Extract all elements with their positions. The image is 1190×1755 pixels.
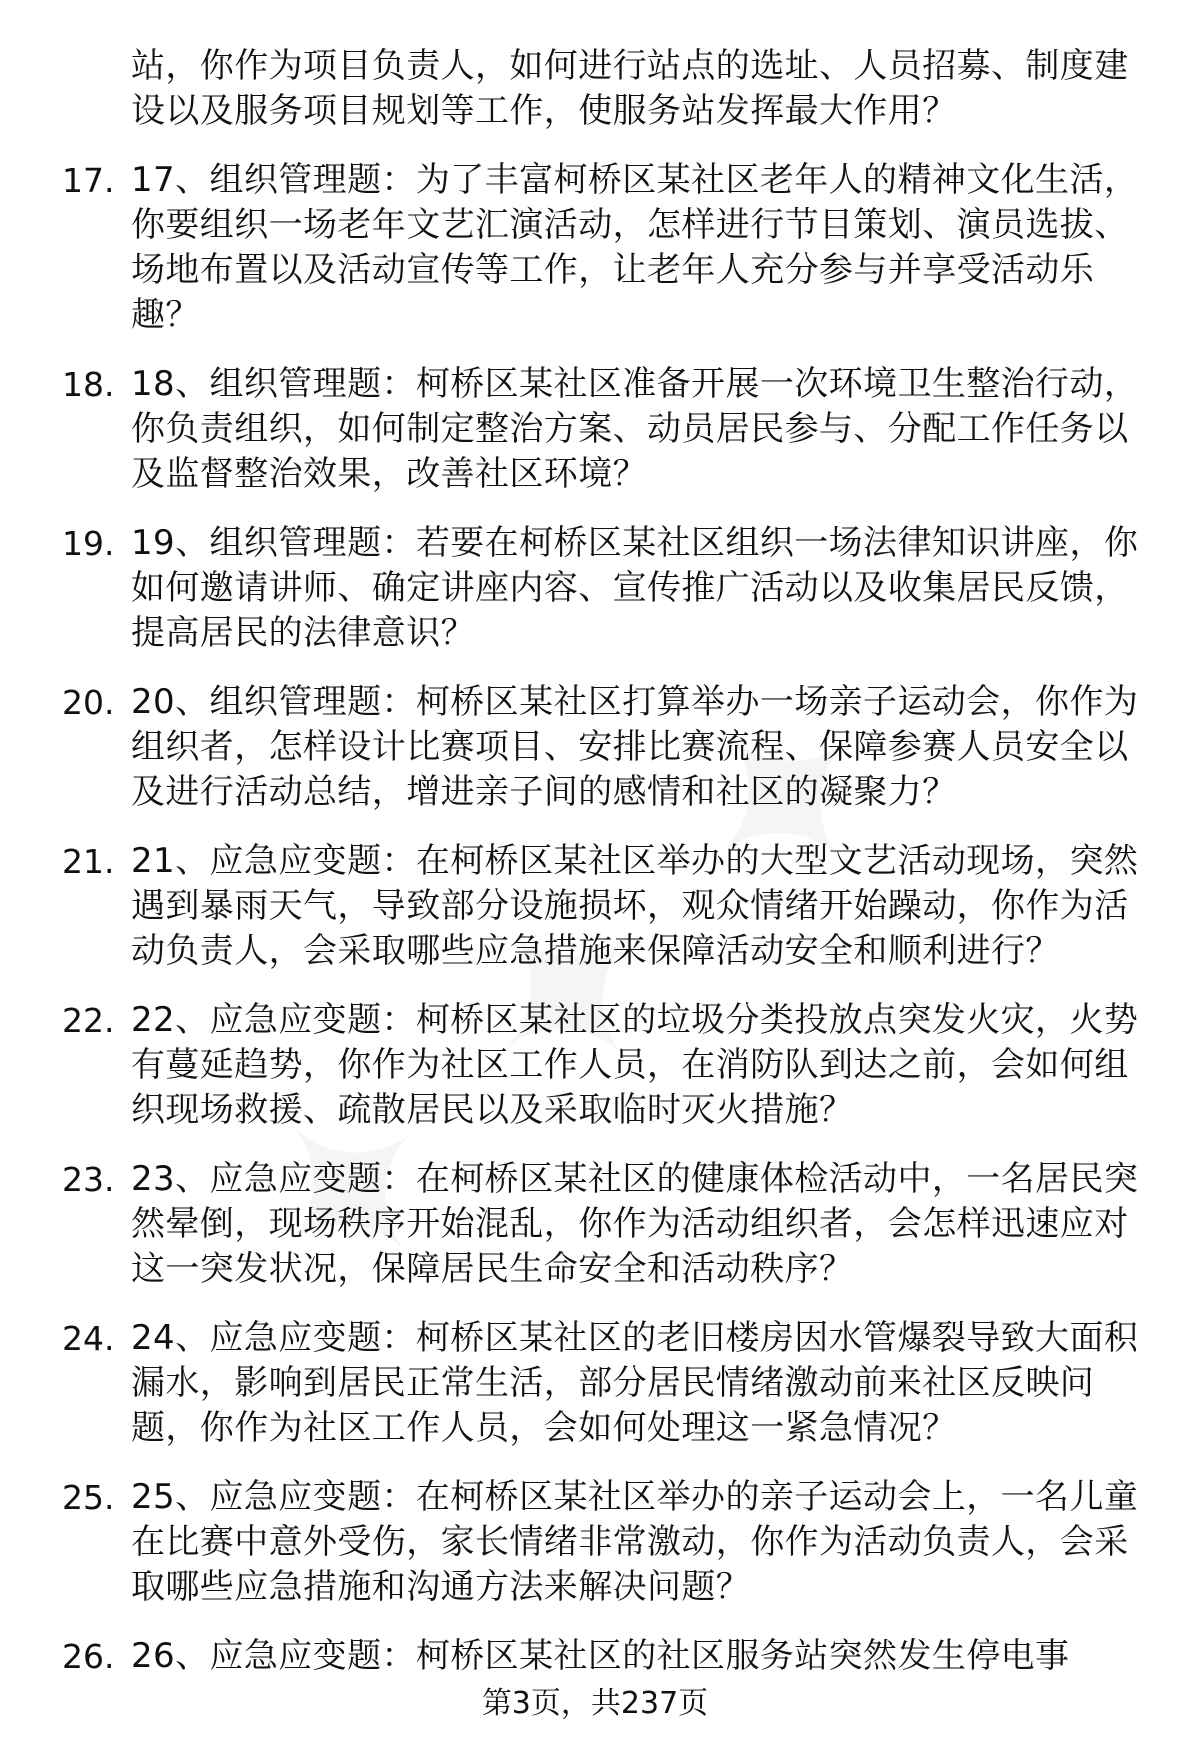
- list-item: [62, 1157, 1152, 1292]
- list-item: [62, 158, 1152, 338]
- list-item: [62, 998, 1152, 1133]
- list-item: [62, 521, 1152, 656]
- page-footer: 第3页，共237页: [481, 1686, 709, 1721]
- question-list: [62, 44, 1152, 1679]
- list-item: [62, 362, 1152, 497]
- item-text: 26、应急应变题：柯桥区某社区的社区服务站突然发生停电事: [131, 1636, 1070, 1676]
- continuation-text: 站，你作为项目负责人，如何进行站点的选址、人员招募、制度建设以及服务项目规划等工作，使服务站发挥最大作用？: [131, 46, 1129, 131]
- item-number: 23.: [62, 1160, 115, 1199]
- item-number: 17.: [62, 161, 115, 200]
- item-text: 22、应急应变题：柯桥区某社区的垃圾分类投放点突发火灾，火势有蔓延趋势，你作为社区工作人员，在消防队到达之前，会如何组织现场救援、疏散居民以及采取临时灭火措施？: [131, 1000, 1139, 1130]
- item-number: 24.: [62, 1319, 115, 1358]
- list-item: [62, 1316, 1152, 1451]
- item-text: 21、应急应变题：在柯桥区某社区举办的大型文艺活动现场，突然遇到暴雨天气，导致部分设施损坏，观众情绪开始躁动，你作为活动负责人，会采取哪些应急措施来保障活动安全和顺利进行？: [131, 841, 1139, 971]
- item-text: 17、组织管理题：为了丰富柯桥区某社区老年人的精神文化生活，你要组织一场老年文艺汇演活动，怎样进行节目策划、演员选拔、场地布置以及活动宣传等工作，让老年人充分参与并享受活动乐趣？: [131, 160, 1139, 335]
- item-text: 19、组织管理题：若要在柯桥区某社区组织一场法律知识讲座，你如何邀请讲师、确定讲座内容、宣传推广活动以及收集居民反馈，提高居民的法律意识？: [131, 523, 1139, 653]
- item-number: 18.: [62, 365, 115, 404]
- item-text: 18、组织管理题：柯桥区某社区准备开展一次环境卫生整治行动，你负责组织，如何制定整治方案、动员居民参与、分配工作任务以及监督整治效果，改善社区环境？: [131, 364, 1139, 494]
- item-text: 24、应急应变题：柯桥区某社区的老旧楼房因水管爆裂导致大面积漏水，影响到居民正常生活，部分居民情绪激动前来社区反映问题，你作为社区工作人员，会如何处理这一紧急情况？: [131, 1318, 1139, 1448]
- item-text: 25、应急应变题：在柯桥区某社区举办的亲子运动会上，一名儿童在比赛中意外受伤，家长情绪非常激动，你作为活动负责人，会采取哪些应急措施和沟通方法来解决问题？: [131, 1477, 1139, 1607]
- item-number: 21.: [62, 842, 115, 881]
- item-text: 23、应急应变题：在柯桥区某社区的健康体检活动中，一名居民突然晕倒，现场秩序开始混乱，你作为活动组织者，会怎样迅速应对这一突发状况，保障居民生命安全和活动秩序？: [131, 1159, 1139, 1289]
- list-item: [62, 1634, 1152, 1679]
- list-item: [62, 1475, 1152, 1610]
- item-number: 19.: [62, 524, 115, 563]
- list-item: [62, 680, 1152, 815]
- item-number: 20.: [62, 683, 115, 722]
- item-number: 22.: [62, 1001, 115, 1040]
- item-number: 26.: [62, 1637, 115, 1676]
- list-item: [62, 839, 1152, 974]
- item-number: 25.: [62, 1478, 115, 1517]
- item-text: 20、组织管理题：柯桥区某社区打算举办一场亲子运动会，你作为组织者，怎样设计比赛项目、安排比赛流程、保障参赛人员安全以及进行活动总结，增进亲子间的感情和社区的凝聚力？: [131, 682, 1139, 812]
